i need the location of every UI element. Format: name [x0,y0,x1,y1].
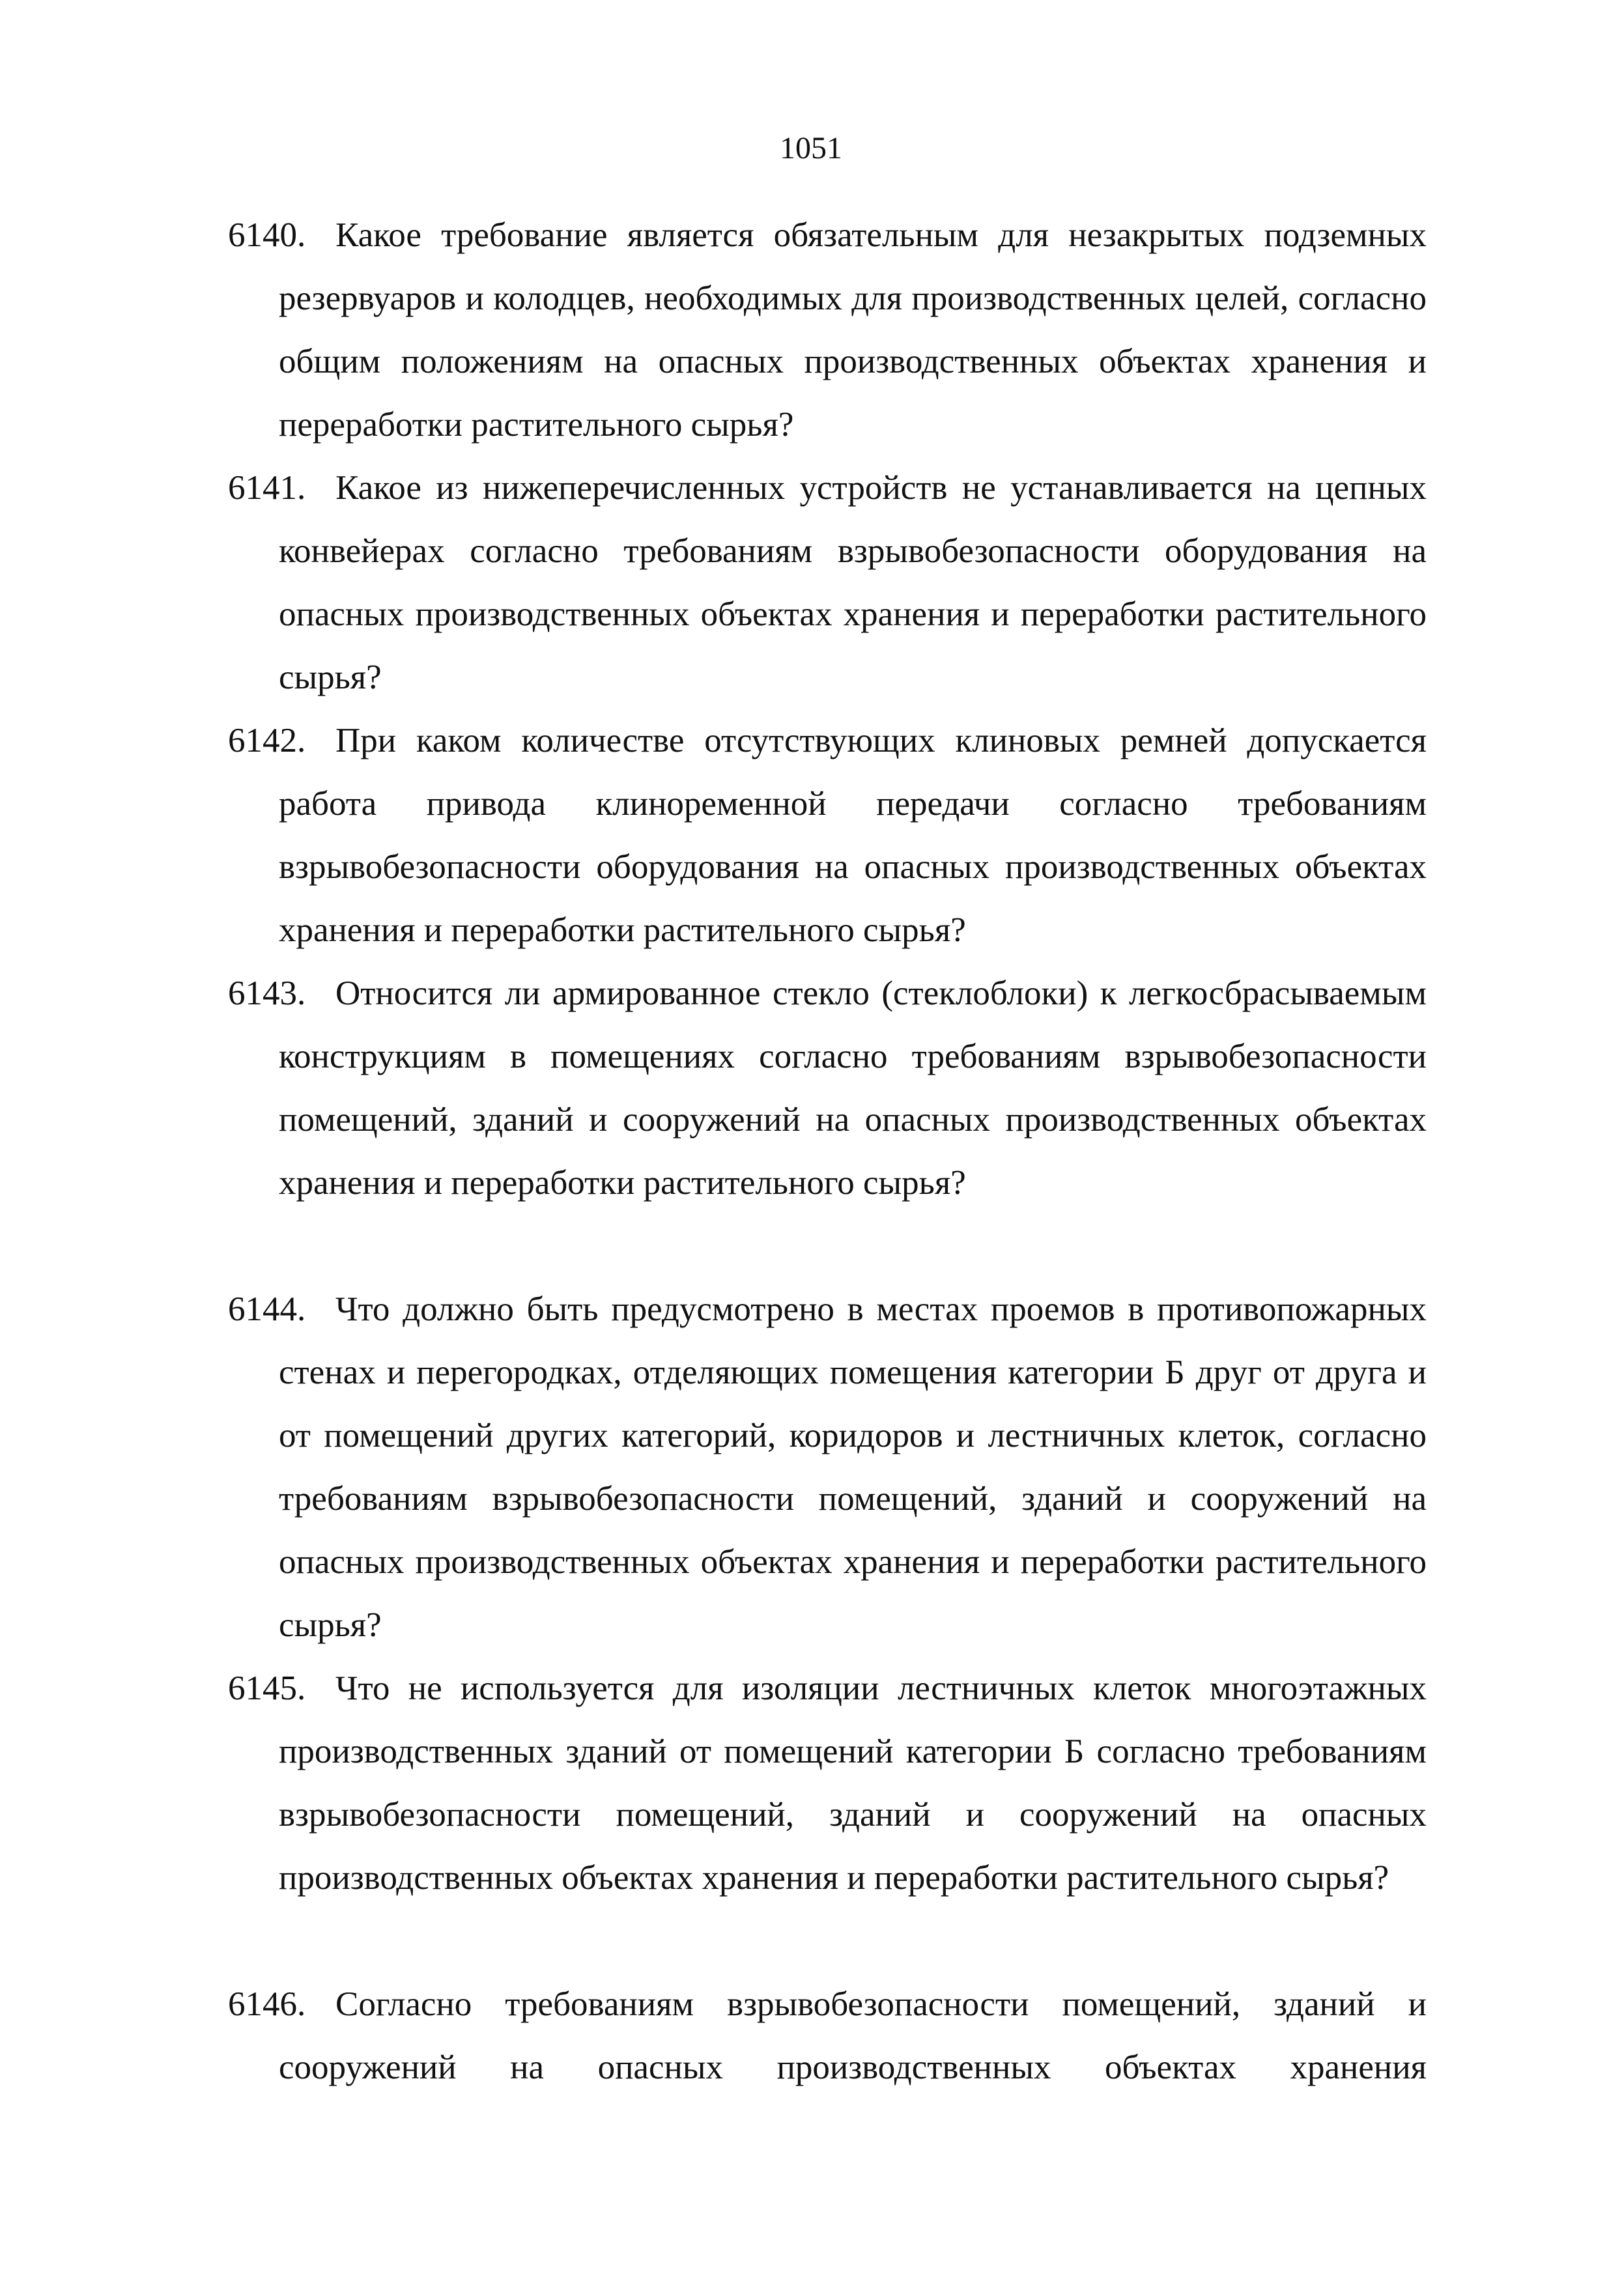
question-number: 6145. [228,1669,306,1707]
question-item [228,709,1427,962]
question-text: Что должно быть предусмотрено в местах проемов в противопожарных стенах и перегородках, отделяющих помещения категории Б друг от друга и от помещений других категорий, коридоров и лестничных клеток, согласно требованиям взрывобезопасности помещений, зданий и сооружений на опасных производственных объектах хранения и переработки растительного сырья? [279,1290,1427,1644]
question-text: Относится ли армированное стекло (стеклоблоки) к легкосбрасываемым конструкциям в помещениях согласно требованиям взрывобезопасности помещений, зданий и сооружений на опасных производственных объектах хранения и переработки растительного сырья? [279,974,1427,1202]
question-text: При каком количестве отсутствующих клиновых ремней допускается работа привода клиноременной передачи согласно требованиям взрывобезопасности оборудования на опасных производственных объектах хранения и переработки растительного сырья? [279,722,1427,949]
question-text: Что не используется для изоляции лестничных клеток многоэтажных производственных зданий от помещений категории Б согласно требованиям взрывобезопасности помещений, зданий и сооружений на опасных производственных объектах хранения и переработки растительного сырья? [279,1669,1427,1897]
question-text: Согласно требованиям взрывобезопасности помещений, зданий и сооружений на опасных производственных объектах хранения [279,1985,1427,2086]
question-number: 6144. [228,1290,306,1328]
question-list [228,204,1427,2099]
question-number: 6140. [228,216,306,254]
question-item [228,1973,1427,2099]
question-text: Какое требование является обязательным для незакрытых подземных резервуаров и колодцев, необходимых для производственных целей, согласно общим положениям на опасных производственных объектах хранения и переработки растительного сырья? [279,216,1427,444]
question-item [228,457,1427,709]
question-text: Какое из нижеперечисленных устройств не устанавливается на цепных конвейерах согласно требованиям взрывобезопасности оборудования на опасных производственных объектах хранения и переработки растительного сырья? [279,469,1427,696]
question-item [228,204,1427,457]
page-number: 1051 [780,131,842,165]
question-item [228,962,1427,1278]
question-number: 6142. [228,722,306,759]
question-number: 6146. [228,1985,306,2023]
question-item [228,1278,1427,1657]
question-item [228,1657,1427,1973]
question-number: 6143. [228,974,306,1012]
question-number: 6141. [228,469,306,507]
